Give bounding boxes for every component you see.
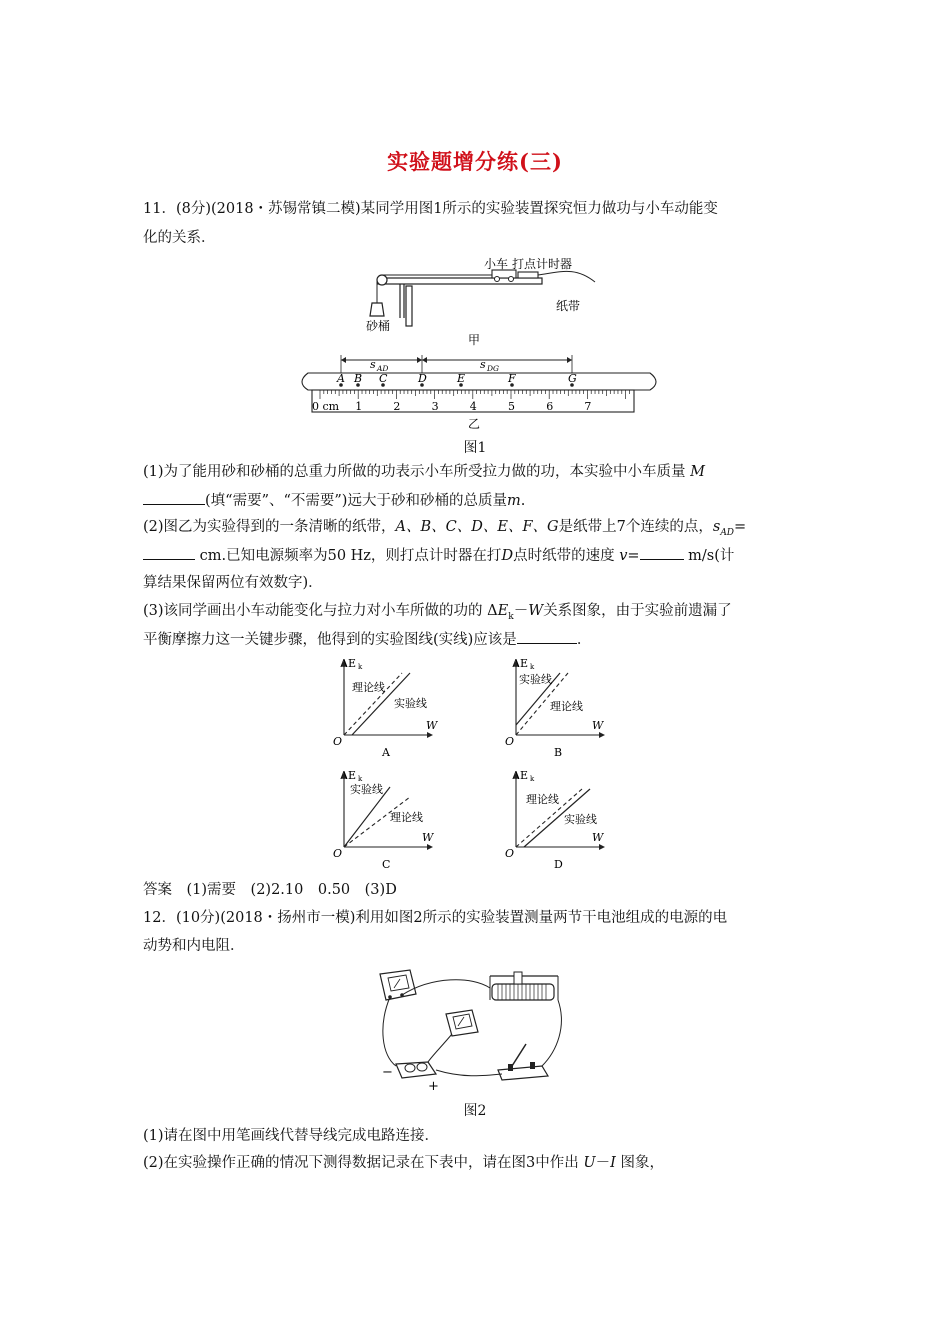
q11-part3-line1 [143, 601, 732, 627]
graph-C-origin: O [333, 847, 343, 860]
voltmeter [446, 1010, 478, 1036]
graph-A-axis-y-sub: k [358, 663, 363, 671]
q12-part2-dash: － [595, 1155, 611, 1171]
graph-D-axis-y-sub: k [530, 775, 535, 783]
graph-A-origin: O [333, 735, 343, 748]
q12-part2-text2: 图象， [620, 1155, 664, 1171]
ruler-label: 3 [431, 400, 439, 413]
q12-stem-line2: 动势和内电阻． [143, 938, 245, 954]
ruler-label: 6 [546, 400, 554, 413]
graph-C-theory-label: 理论线 [390, 811, 423, 824]
ruler-label: 5 [508, 400, 515, 413]
graph-B-label: B [554, 746, 563, 759]
answer-blank-3[interactable] [640, 545, 684, 560]
graph-C-label: C [382, 858, 391, 871]
label-tape: 纸带 [556, 299, 581, 313]
q11-part3-text: (3)该同学画出小车动能变化与拉力对小车所做的功的 Δ [143, 603, 498, 619]
tape-point-label: E [457, 372, 466, 385]
graph-D-origin: O [505, 847, 515, 860]
tape-point-label: G [568, 372, 577, 385]
q11-part2-text4: 点时纸带的速度 [513, 548, 615, 564]
q11-part3-text3: 平衡摩擦力这一关键步骤，他得到的实验图线(实线)应该是 [143, 632, 517, 648]
label-s-ad: s [370, 358, 376, 371]
q11-stem-line2: 化的关系． [143, 230, 216, 246]
graph-B-axis-y-sub: k [530, 663, 535, 671]
q11-part2-eq2: = [627, 548, 640, 564]
q11-part2-s: s [712, 519, 721, 535]
ruler-label: 4 [469, 400, 477, 413]
graph-D-axis-x: W [592, 831, 604, 844]
graph-D-axis-y: ΔE [512, 769, 528, 782]
graph-A-theory-label: 理论线 [352, 681, 385, 694]
figure2-caption: 图2 [463, 1103, 487, 1119]
q11-answer: 答案 (1)需要 (2)2.10 0.50 (3)D [143, 882, 397, 898]
graph-C-experiment-label: 实验线 [350, 783, 383, 796]
q12-part2-I: I [610, 1155, 616, 1171]
tape-point-label: A [337, 372, 345, 385]
q12-part2-text: (2)在实验操作正确的情况下测得数据记录在下表中，请在图3中作出 [143, 1155, 579, 1171]
graph-C-axis-x: W [422, 831, 434, 844]
answer-blank-4[interactable] [517, 629, 577, 644]
label-bucket: 砂桶 [366, 319, 391, 333]
q11-part2-D: D [501, 548, 514, 564]
battery-minus-label: − [382, 1065, 393, 1080]
switch [498, 1044, 548, 1080]
q11-part3-dash: － [513, 603, 529, 619]
graph-A [333, 657, 439, 759]
label-s-ad-sub: AD [377, 364, 389, 373]
graph-C [333, 769, 435, 871]
q12-stem-line1: 12．(10分)(2018・扬州市一模)利用如图2所示的实验装置测量两节干电池组成的电源的电 [143, 910, 728, 926]
q11-part3-k: k [508, 611, 514, 622]
q11-part1-text: (1)为了能用砂和砂桶的总重力所做的功表示小车所受拉力做的功，本实验中小车质量 [143, 464, 686, 480]
q11-part2-s-sub: AD [720, 527, 735, 538]
q11-part2-text2: 是纸带上7个连续的点， [558, 519, 713, 535]
graph-D [505, 769, 605, 871]
tape-point-label: F [508, 372, 516, 385]
battery-plus-label: + [428, 1079, 439, 1094]
label-s-dg-sub: DG [487, 364, 500, 373]
q11-part2-v: v [619, 548, 628, 564]
graph-D-theory-label: 理论线 [526, 793, 559, 806]
q11-part3-text2: 关系图象，由于实验前遗漏了 [543, 603, 732, 619]
graph-B-experiment-label: 实验线 [519, 673, 552, 686]
q11-part2-eq: = [734, 519, 747, 535]
answer-blank-1[interactable] [143, 490, 205, 505]
label-s-dg: s [480, 358, 486, 371]
q11-part3-line2 [143, 629, 591, 650]
page-title: 实验题增分练(三) [387, 149, 563, 174]
figure-jia-apparatus [360, 258, 600, 348]
q11-part1-M: M [690, 464, 706, 480]
tape-point-label: C [379, 372, 388, 385]
label-car: 小车 [484, 257, 509, 271]
tape-point-label: B [354, 372, 363, 385]
figure2-circuit [372, 966, 572, 1094]
graph-B-axis-y: ΔE [512, 657, 528, 670]
caption-jia: 甲 [468, 333, 481, 347]
ruler-label: 0 cm [312, 400, 340, 413]
figure1-caption: 图1 [463, 440, 487, 456]
q11-part2-text3: cm.已知电源频率为50 Hz，则打点计时器在打 [199, 548, 502, 564]
q11-part2-text: (2)图乙为实验得到的一条清晰的纸带， [143, 519, 396, 535]
q11-part3-W: W [528, 603, 544, 619]
q11-part2-line1 [143, 517, 746, 543]
graph-B [505, 657, 605, 759]
q11-part2-unit: m/s(计 [688, 548, 735, 564]
option-graphs [330, 655, 620, 877]
graph-D-experiment-label: 实验线 [564, 813, 597, 826]
tape-point-label: D [418, 372, 427, 385]
q11-part1-line2 [143, 490, 525, 511]
graph-B-origin: O [505, 735, 515, 748]
graph-C-axis-y: ΔE [340, 769, 356, 782]
q11-part2-line3: 算结果保留两位有效数字)． [143, 575, 323, 591]
graph-A-axis-y: ΔE [340, 657, 356, 670]
q12-part1: (1)请在图中用笔画线代替导线完成电路连接． [143, 1128, 440, 1144]
ammeter [380, 970, 416, 1000]
graph-A-experiment-label: 实验线 [394, 697, 427, 710]
ruler-label: 1 [355, 400, 363, 413]
q11-part2-points: A、B、C、D、E、F、G [395, 519, 559, 535]
graph-B-theory-label: 理论线 [550, 700, 583, 713]
q11-part1-m: m [506, 493, 521, 509]
q11-stem-line1: 11．(8分)(2018・苏锡常镇二模)某同学用图1所示的实验装置探究恒力做功与小车动能变 [143, 201, 718, 217]
rheostat [490, 972, 558, 1000]
graph-B-axis-x: W [592, 719, 604, 732]
graph-A-axis-x: W [426, 719, 438, 732]
caption-yi: 乙 [468, 417, 481, 431]
q11-part2-line2 [143, 545, 734, 566]
ruler-label: 2 [393, 400, 401, 413]
graph-D-label: D [554, 858, 563, 871]
q11-part1-text2: (填“需要”、“不需要”)远大于砂和砂桶的总质量 [205, 493, 507, 509]
figure-yi-tape-ruler [298, 352, 662, 432]
q11-part1-period: . [520, 493, 526, 509]
label-timer: 打点计时器 [512, 257, 573, 271]
graph-A-label: A [382, 746, 390, 759]
q12-part2 [143, 1153, 664, 1173]
battery [396, 1062, 436, 1078]
q11-part3-period: ． [576, 632, 592, 648]
q11-part3-E: E [497, 603, 509, 619]
q11-part1-line1 [143, 462, 705, 482]
q12-part2-U: U [583, 1155, 596, 1171]
ruler-label: 7 [584, 400, 592, 413]
answer-blank-2[interactable] [143, 545, 195, 560]
graph-C-axis-y-sub: k [358, 775, 363, 783]
